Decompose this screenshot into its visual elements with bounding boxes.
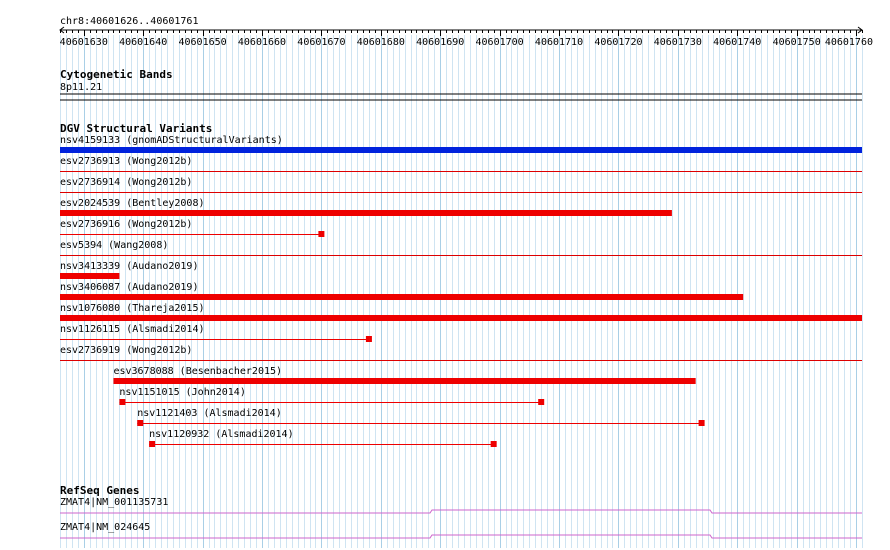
refseq-gene-label: ZMAT4|NM_001135731 [60,497,169,508]
dgv-feature[interactable] [60,198,672,216]
ruler-tick-label: 40601680 [356,37,405,48]
refseq-gene-model[interactable] [60,535,862,538]
ruler-tick-label: 40601660 [237,37,287,48]
dgv-feature[interactable] [60,135,862,153]
dgv-feature-label: esv2736914 (Wong2012b) [60,177,193,188]
refseq-track-title: RefSeq Genes [60,484,140,497]
dgv-feature-start-block[interactable] [149,441,155,447]
dgv-feature-end-block[interactable] [318,231,324,237]
dgv-feature-label: nsv1120932 (Alsmadi2014) [149,429,294,440]
dgv-feature[interactable] [60,261,198,279]
dgv-feature-label: nsv1076080 (Thareja2015) [60,303,205,314]
dgv-feature-label: esv3678088 (Besenbacher2015) [113,366,283,377]
dgv-feature[interactable] [137,408,704,426]
ruler-tick-label: 40601750 [772,37,821,48]
dgv-feature-label: nsv1126115 (Alsmadi2014) [60,324,205,335]
ruler [60,27,873,48]
dgv-feature[interactable] [113,366,695,384]
ruler-tick-label: 40601630 [59,37,108,48]
ruler-tick-label: 40601650 [178,37,227,48]
dgv-feature[interactable] [60,240,862,256]
dgv-track-title: DGV Structural Variants [60,122,213,135]
dgv-feature[interactable] [119,387,544,405]
refseq-gene-model[interactable] [60,510,862,513]
refseq-track [60,497,862,538]
dgv-feature-label: nsv3406087 (Audano2019) [60,282,199,293]
dgv-feature[interactable] [60,219,324,237]
dgv-feature[interactable] [60,345,862,361]
dgv-feature-bar[interactable] [60,147,862,153]
ruler-tick-label: 40601740 [713,37,762,48]
refseq-gene-label: ZMAT4|NM_024645 [60,522,151,533]
ruler-tick-label: 40601690 [416,37,465,48]
ruler-tick-label: 40601730 [653,37,702,48]
dgv-feature-label: nsv3413339 (Audano2019) [60,261,199,272]
dgv-feature-start-block[interactable] [119,399,125,405]
dgv-feature[interactable] [60,303,862,321]
cytoband-label: 8p11.21 [60,82,103,93]
dgv-feature-end-block[interactable] [366,336,372,342]
dgv-feature-bar[interactable] [113,378,695,384]
dgv-feature-bar[interactable] [60,273,119,279]
dgv-feature-label: nsv4159133 (gnomADStructuralVariants) [60,135,283,146]
dgv-feature[interactable] [60,282,743,300]
refseq-gene[interactable] [60,497,862,513]
dgv-feature[interactable] [60,324,372,342]
ruler-tick-label: 40601670 [297,37,346,48]
ruler-tick-label: 40601640 [119,37,168,48]
dgv-feature-label: esv2736916 (Wong2012b) [60,219,193,230]
dgv-feature-label: esv2736913 (Wong2012b) [60,156,193,167]
dgv-feature-label: nsv1121403 (Alsmadi2014) [137,408,282,419]
dgv-feature-label: nsv1151015 (John2014) [119,387,246,398]
dgv-feature-end-block[interactable] [491,441,497,447]
dgv-feature-start-block[interactable] [137,420,143,426]
dgv-feature-bar[interactable] [60,315,862,321]
ruler-tick-label: 40601700 [475,37,524,48]
dgv-track [60,135,862,447]
cytoband-track-title: Cytogenetic Bands [60,68,173,81]
dgv-feature-end-block[interactable] [538,399,544,405]
dgv-feature-bar[interactable] [60,210,672,216]
dgv-feature-label: esv5394 (Wang2008) [60,240,169,251]
dgv-feature[interactable] [60,177,862,193]
dgv-feature-bar[interactable] [60,294,743,300]
ruler-location: chr8:40601626..40601761 [60,16,199,27]
ruler-tick-label: 40601720 [594,37,643,48]
cytoband-track [60,68,862,100]
dgv-feature-end-block[interactable] [699,420,705,426]
dgv-feature[interactable] [149,429,497,447]
dgv-feature-label: esv2736919 (Wong2012b) [60,345,193,356]
dgv-feature[interactable] [60,156,862,172]
refseq-gene[interactable] [60,522,862,538]
dgv-feature-label: esv2024539 (Bentley2008) [60,198,205,209]
ruler-tick-label: 40601760 [824,37,873,48]
ruler-tick-label: 40601710 [534,37,584,48]
